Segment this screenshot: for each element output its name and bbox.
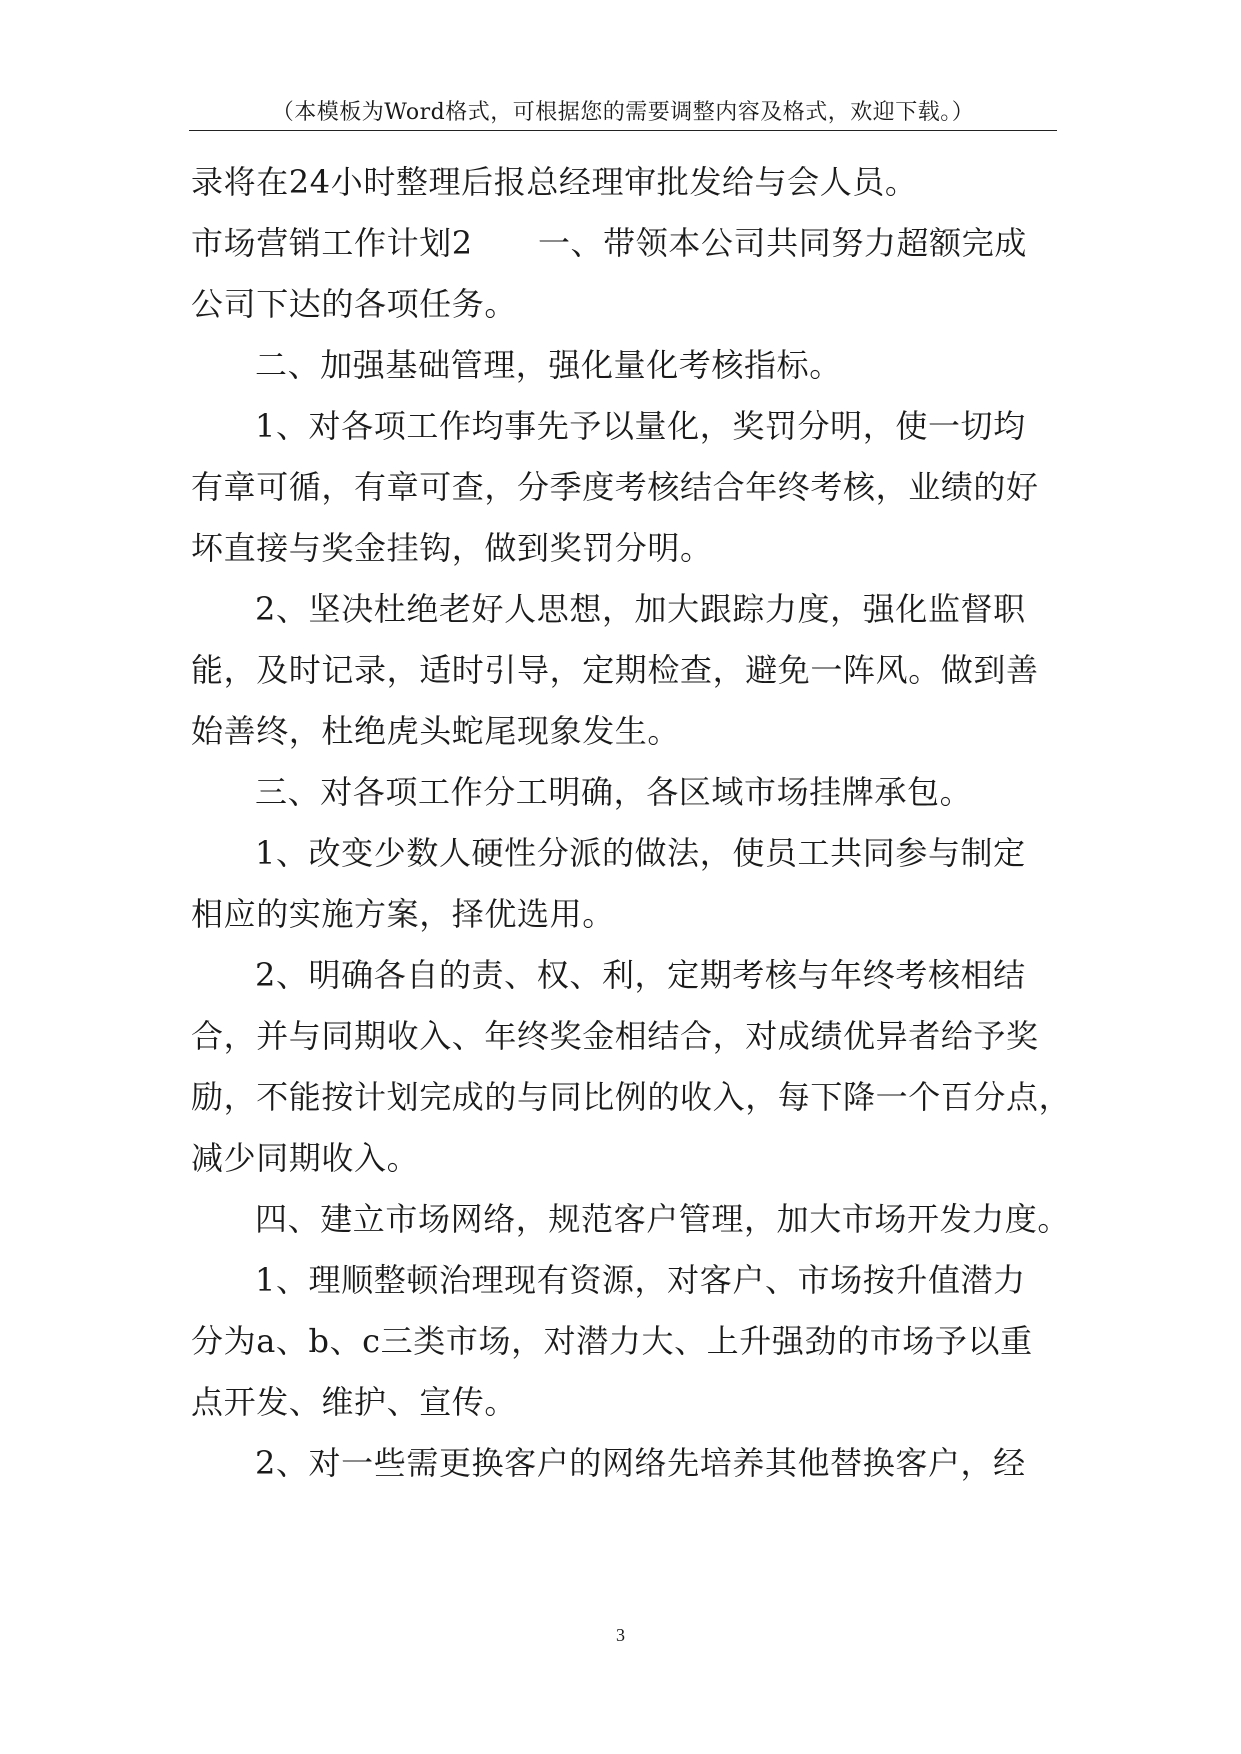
text-line: 1、改变少数人硬性分派的做法，使员工共同参与制定 [255,834,1026,872]
text-line: 1、对各项工作均事先予以量化，奖罚分明，使一切均 [255,407,1026,445]
text-line: 减少同期收入。 [191,1139,420,1177]
text-line: 分为a、b、c三类市场，对潜力大、上升强劲的市场予以重 [191,1322,1033,1360]
text-line: 公司下达的各项任务。 [191,285,518,323]
text-line: 始善终，杜绝虎头蛇尾现象发生。 [191,712,681,750]
page-header [189,96,1057,131]
text-line: 有章可循，有章可查，分季度考核结合年终考核，业绩的好 [191,468,1039,506]
text-line: 点开发、维护、宣传。 [191,1383,518,1421]
text-line: 录将在24小时整理后报总经理审批发给与会人员。 [191,163,918,201]
text-line: 四、建立市场网络，规范客户管理，加大市场开发力度。 [255,1200,1071,1238]
text-line: 二、加强基础管理，强化量化考核指标。 [255,346,842,384]
template-note: （本模板为Word格式，可根据您的需要调整内容及格式，欢迎下载。） [271,100,975,125]
text-line: 三、对各项工作分工明确，各区域市场挂牌承包。 [255,773,973,811]
text-line: 相应的实施方案，择优选用。 [191,895,615,933]
text-line: 励，不能按计划完成的与同比例的收入，每下降一个百分点， [191,1078,1072,1116]
page-number: 3 [616,1625,625,1645]
text-line: 2、坚决杜绝老好人思想，加大跟踪力度，强化监督职 [255,590,1026,628]
text-line: 合，并与同期收入、年终奖金相结合，对成绩优异者给予奖 [191,1017,1039,1055]
text-line: 2、对一些需更换客户的网络先培养其他替换客户，经 [255,1444,1026,1482]
text-line: 坏直接与奖金挂钩，做到奖罚分明。 [191,529,713,567]
text-line: 2、明确各自的责、权、利，定期考核与年终考核相结 [255,956,1026,994]
text-line: 能，及时记录，适时引导，定期检查，避免一阵风。做到善 [191,651,1039,689]
text-line: 1、理顺整顿治理现有资源，对客户、市场按升值潜力 [255,1261,1026,1299]
text-line: 市场营销工作计划2 一、带领本公司共同努力超额完成 [191,224,1027,262]
